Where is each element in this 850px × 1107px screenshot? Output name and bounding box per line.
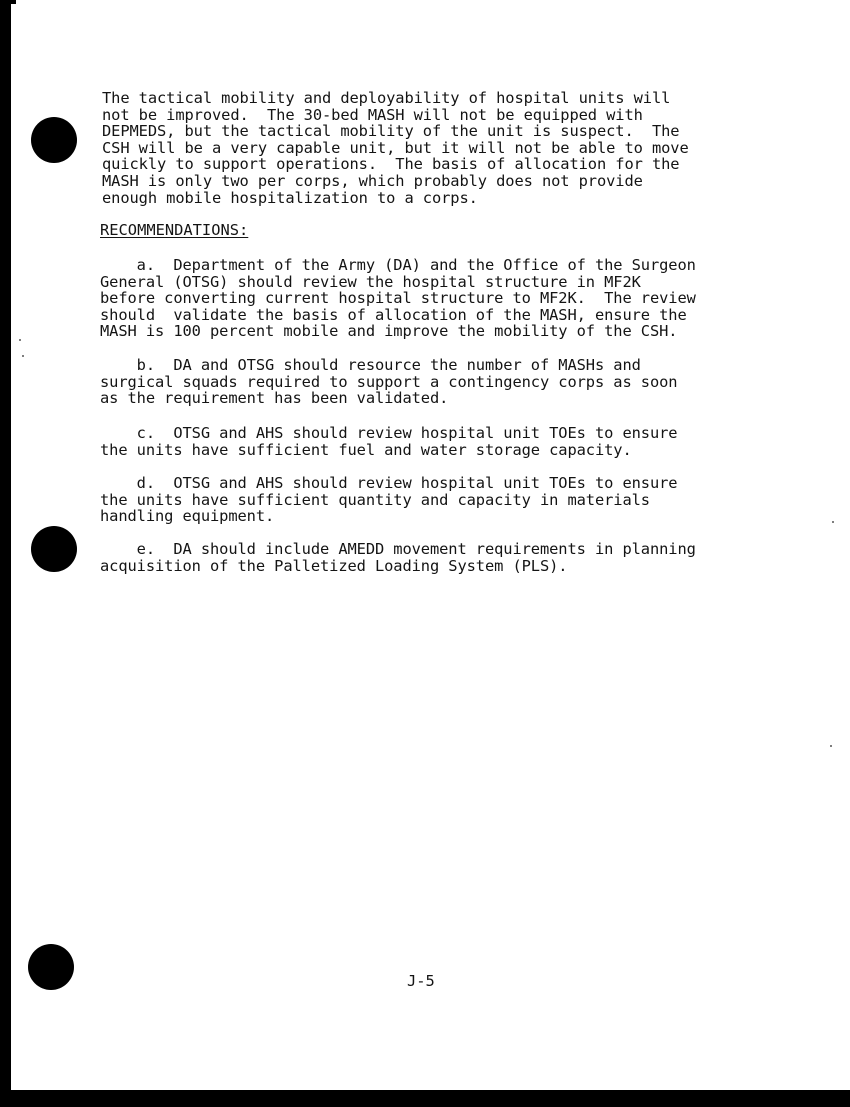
scan-speck	[19, 339, 21, 341]
scan-border-left	[0, 0, 11, 1092]
punch-hole-middle	[31, 526, 77, 572]
recommendation-e: e. DA should include AMEDD movement requirements in planning acquisition of the Palletized Loading System (PLS).	[100, 540, 696, 575]
recommendation-d: d. OTSG and AHS should review hospital unit TOEs to ensure the units have sufficient quantity and capacity in materials handling equipment.	[100, 474, 678, 526]
recommendation-b: b. DA and OTSG should resource the number of MASHs and surgical squads required to support a contingency corps as soon as the requirement has been validated.	[100, 356, 678, 408]
scan-speck	[832, 521, 834, 523]
punch-hole-top	[31, 117, 77, 163]
recommendation-a: a. Department of the Army (DA) and the Office of the Surgeon General (OTSG) should review the hospital structure in MF2K before converting current hospital structure to MF2K. The review should validate the basis of allocation of the MASH, ensure the MASH is 100 percent mobile and improve the mobility of the CSH.	[100, 256, 696, 341]
intro-paragraph: The tactical mobility and deployability of hospital units will not be improved. The 30-bed MASH will not be equipped with DEPMEDS, but the tactical mobility of the unit is suspect. The CSH will be a very capable unit, but it will not be able to move quickly to support operations. The basis of allocation for the MASH is only two per corps, which probably does not provide enough mobile hospitalization to a corps.	[102, 89, 689, 207]
scan-speck	[830, 745, 832, 747]
page-number: J-5	[407, 972, 435, 990]
scan-corner-mark	[11, 0, 16, 4]
punch-hole-bottom	[28, 944, 74, 990]
scan-speck	[22, 355, 24, 357]
scan-border-bottom	[0, 1090, 850, 1107]
recommendation-c: c. OTSG and AHS should review hospital unit TOEs to ensure the units have sufficient fuel and water storage capacity.	[100, 424, 678, 459]
recommendations-heading: RECOMMENDATIONS:	[100, 221, 249, 239]
